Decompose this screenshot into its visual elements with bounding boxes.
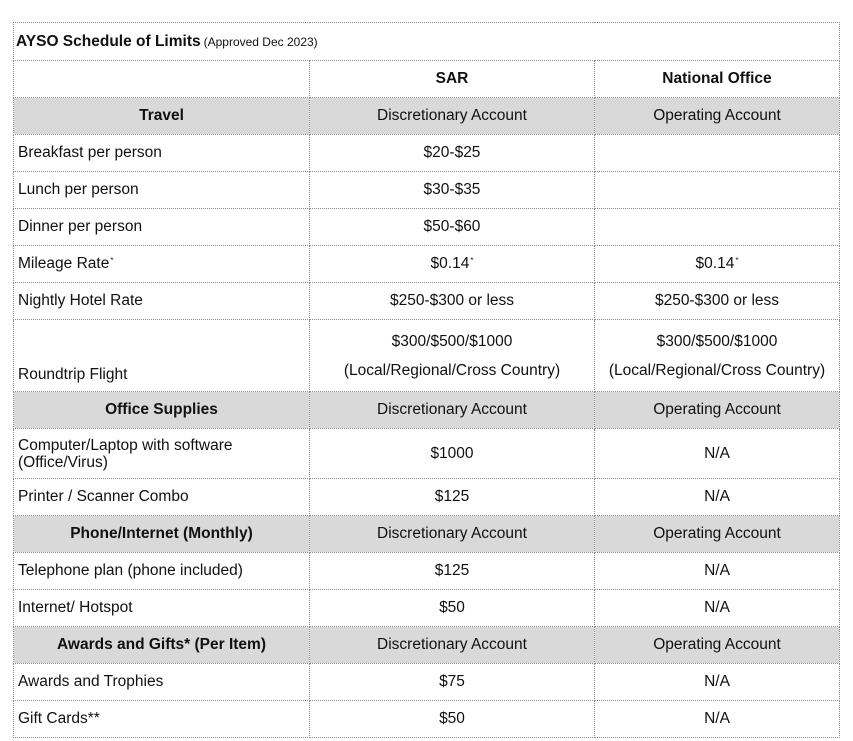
table-row [14,283,840,320]
section-row-awards-gifts [14,627,840,664]
row-sar-value-line1: $300/$500/$1000 [391,332,513,350]
row-national-value-line2: (Local/Regional/Cross Country) [608,361,826,379]
table-row [14,701,840,738]
row-label: Dinner per person [14,209,310,246]
row-label: Roundtrip Flight [14,320,310,392]
table-row [14,209,840,246]
row-national-value: N/A [595,664,840,701]
title-row [14,23,840,61]
row-national-value [595,135,840,172]
footnote-mark: * [470,256,474,265]
row-label: Telephone plan (phone included) [14,553,310,590]
row-national-value [595,172,840,209]
row-national-value: N/A [595,553,840,590]
section-row-office-supplies [14,392,840,429]
row-national-value-cell [595,246,840,283]
row-national-value [595,209,840,246]
row-sar-value: $50 [310,590,595,627]
row-label: Nightly Hotel Rate [14,283,310,320]
section-national-account: Operating Account [595,516,840,553]
row-sar-value-line2: (Local/Regional/Cross Country) [343,361,561,379]
header-national-office: National Office [595,61,840,98]
table-row [14,246,840,283]
row-label: Printer / Scanner Combo [14,479,310,516]
row-national-value: $0.14 [695,255,735,272]
footnote-mark: * [110,256,114,265]
table-row [14,135,840,172]
section-national-account: Operating Account [595,98,840,135]
section-sar-account: Discretionary Account [310,392,595,429]
table-row [14,320,840,392]
header-sar: SAR [310,61,595,98]
row-national-value: $250-$300 or less [595,283,840,320]
row-sar-value-cell [310,320,595,392]
row-sar-value-cell [310,246,595,283]
row-label: Mileage Rate [18,255,110,272]
footnote-mark: * [735,256,739,265]
table-row [14,429,840,479]
row-sar-value: $1000 [310,429,595,479]
section-national-account: Operating Account [595,627,840,664]
section-sar-account: Discretionary Account [310,516,595,553]
row-label: Lunch per person [14,172,310,209]
section-sar-account: Discretionary Account [310,627,595,664]
row-national-value: N/A [595,479,840,516]
row-sar-value: $50 [310,701,595,738]
column-header-row [14,61,840,98]
table-subtitle: (Approved Dec 2023) [203,34,318,49]
section-label: Awards and Gifts* (Per Item) [14,627,310,664]
table-title: AYSO Schedule of Limits [16,32,201,50]
schedule-of-limits-sheet [13,22,839,738]
section-label: Travel [14,98,310,135]
row-sar-value: $20-$25 [310,135,595,172]
row-national-value-cell [595,320,840,392]
row-sar-value: $250-$300 or less [310,283,595,320]
row-sar-value: $125 [310,479,595,516]
row-label-cell [14,246,310,283]
table-row [14,172,840,209]
row-national-value-line1: $300/$500/$1000 [656,332,778,350]
section-label: Phone/Internet (Monthly) [14,516,310,553]
row-sar-value: $30-$35 [310,172,595,209]
row-national-value: N/A [595,429,840,479]
row-label: Internet/ Hotspot [14,590,310,627]
section-row-phone-internet [14,516,840,553]
section-national-account: Operating Account [595,392,840,429]
title-cell [14,23,840,61]
table-row [14,590,840,627]
row-sar-value: $0.14 [430,255,470,272]
section-label: Office Supplies [14,392,310,429]
table-row [14,553,840,590]
row-label: Computer/Laptop with software (Office/Virus) [14,429,310,479]
row-label: Breakfast per person [14,135,310,172]
row-national-value: N/A [595,590,840,627]
row-sar-value: $50-$60 [310,209,595,246]
section-row-travel [14,98,840,135]
row-label: Gift Cards** [14,701,310,738]
section-sar-account: Discretionary Account [310,98,595,135]
row-sar-value: $75 [310,664,595,701]
row-label: Awards and Trophies [14,664,310,701]
limits-table [13,22,840,738]
row-sar-value: $125 [310,553,595,590]
table-row [14,479,840,516]
header-empty [14,61,310,98]
row-national-value: N/A [595,701,840,738]
table-row [14,664,840,701]
